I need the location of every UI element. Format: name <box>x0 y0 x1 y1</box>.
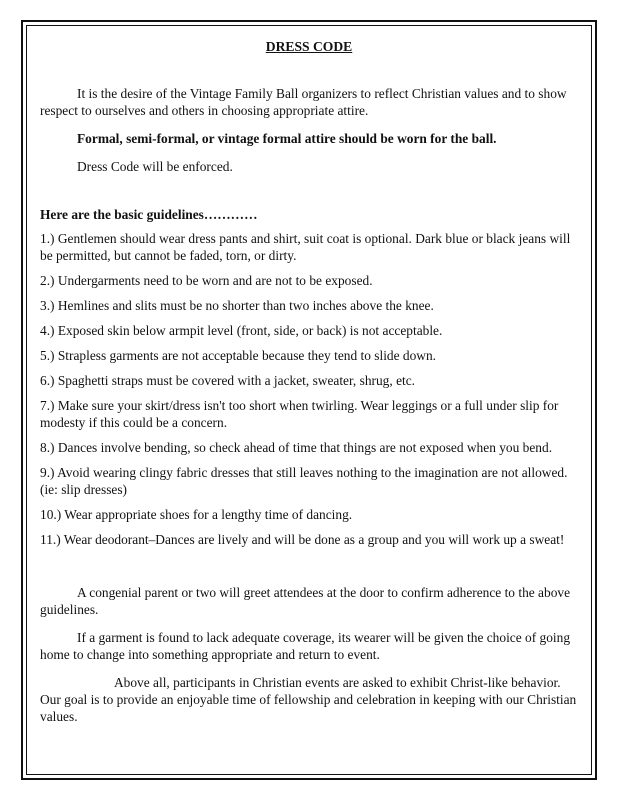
guidelines-list <box>40 230 578 548</box>
guideline-item: 4.) Exposed skin below armpit level (front, side, or back) is not acceptable. <box>40 323 443 338</box>
guideline-item: 5.) Strapless garments are not acceptable because they tend to slide down. <box>40 348 437 363</box>
guideline-item: 3.) Hemlines and slits must be no shorter than two inches above the knee. <box>40 298 434 313</box>
behavior-paragraph: Above all, participants in Christian events are asked to exhibit Christ-like behavior. Our goal is to provide an enjoyable time of fellowship and celebration in keeping with our Christian values. <box>40 675 577 724</box>
guideline-item: 8.) Dances involve bending, so check ahead of time that things are not exposed when you bend. <box>40 440 553 455</box>
guideline-item: 10.) Wear appropriate shoes for a lengthy time of dancing. <box>40 507 353 522</box>
guideline-item: 6.) Spaghetti straps must be covered with a jacket, sweater, shrug, etc. <box>40 373 416 388</box>
intro-paragraph: It is the desire of the Vintage Family Ball organizers to reflect Christian values and to show respect to ourselves and others in choosing appropriate attire. <box>40 86 567 118</box>
greeting-paragraph: A congenial parent or two will greet attendees at the door to confirm adherence to the above guidelines. <box>40 585 571 617</box>
guideline-item: 1.) Gentlemen should wear dress pants and shirt, suit coat is optional. Dark blue or black jeans will be permitted, but cannot be faded, torn, or dirty. <box>40 231 571 263</box>
document-title: DRESS CODE <box>265 39 353 54</box>
closing-section <box>40 584 578 725</box>
guideline-item: 11.) Wear deodorant–Dances are lively and will be done as a group and you will work up a sweat! <box>40 532 565 547</box>
guidelines-heading: Here are the basic guidelines………… <box>40 207 258 222</box>
document-body <box>40 38 578 725</box>
guideline-item: 7.) Make sure your skirt/dress isn't too short when twirling. Wear leggings or a full under slip for modesty if this could be a concern. <box>40 398 559 430</box>
guideline-item: 2.) Undergarments need to be worn and are not to be exposed. <box>40 273 373 288</box>
enforcement-statement: Dress Code will be enforced. <box>77 159 233 174</box>
coverage-paragraph: If a garment is found to lack adequate coverage, its wearer will be given the choice of going home to change into something appropriate and return to event. <box>40 630 571 662</box>
attire-statement: Formal, semi-formal, or vintage formal attire should be worn for the ball. <box>77 131 497 146</box>
guideline-item: 9.) Avoid wearing clingy fabric dresses that still leaves nothing to the imagination are not allowed. (ie: slip dresses) <box>40 465 568 497</box>
